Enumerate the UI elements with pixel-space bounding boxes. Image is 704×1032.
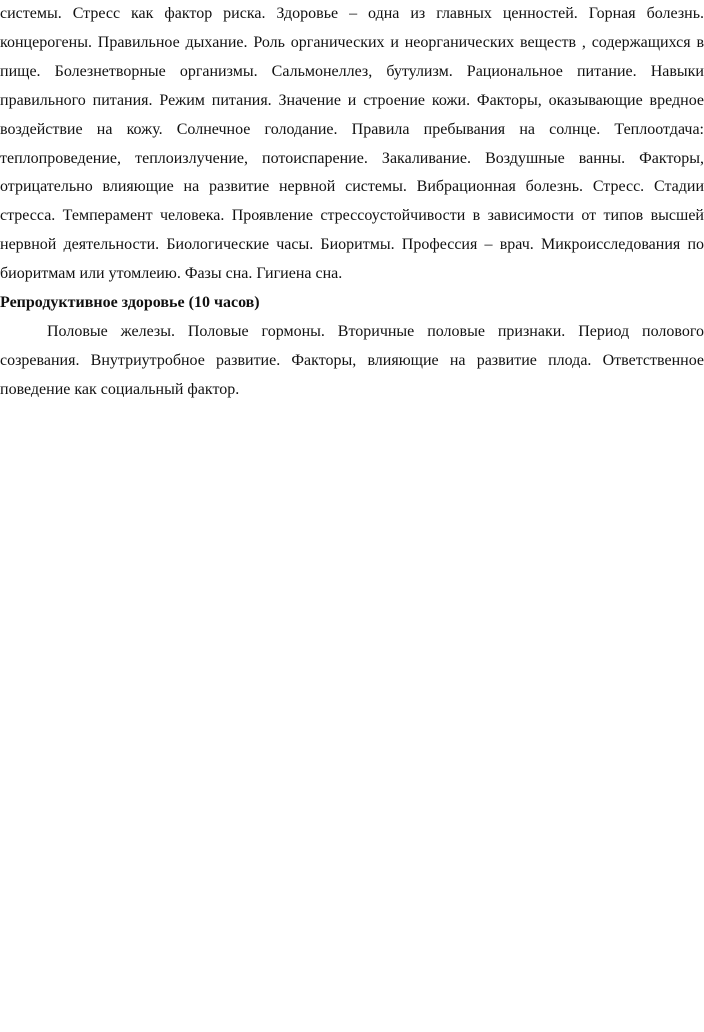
section-paragraph: Половые железы. Половые гормоны. Вторичные половые признаки. Период полового созревания. Внутриутробное развитие. Факторы, влияющие на развитие плода. Ответственное поведение как социальный фактор. — [0, 322, 704, 398]
section-heading: Репродуктивное здоровье (10 часов) — [0, 294, 260, 312]
document-body — [0, 0, 704, 405]
body-paragraph: системы. Стресс как фактор риска. Здоровье – одна из главных ценностей. Горная болезнь. концерогены. Правильное дыхание. Роль органических и неорганических веществ , содержащихся в пище. Болезнетворные организмы. Сальмонеллез, бутулизм. Рациональное питание. Навыки правильного питания. Режим питания. Значение и строение кожи. Факторы, оказывающие вредное воздействие на кожу. Солнечное голодание. Правила пребывания на солнце. Теплоотдача: теплопроведение, теплоизлучение, потоиспарение. Закаливание. Воздушные ванны. Факторы, отрицательно влияющие на развитие нервной системы. Вибрационная болезнь. Стресс. Стадии стресса. Темперамент человека. Проявление стрессоустойчивости в зависимости от типов высшей нервной деятельности. Биологические часы. Биоритмы. Профессия – врач. Микроисследования по биоритмам или утомлеию. Фазы сна. Гигиена сна. — [0, 5, 704, 283]
